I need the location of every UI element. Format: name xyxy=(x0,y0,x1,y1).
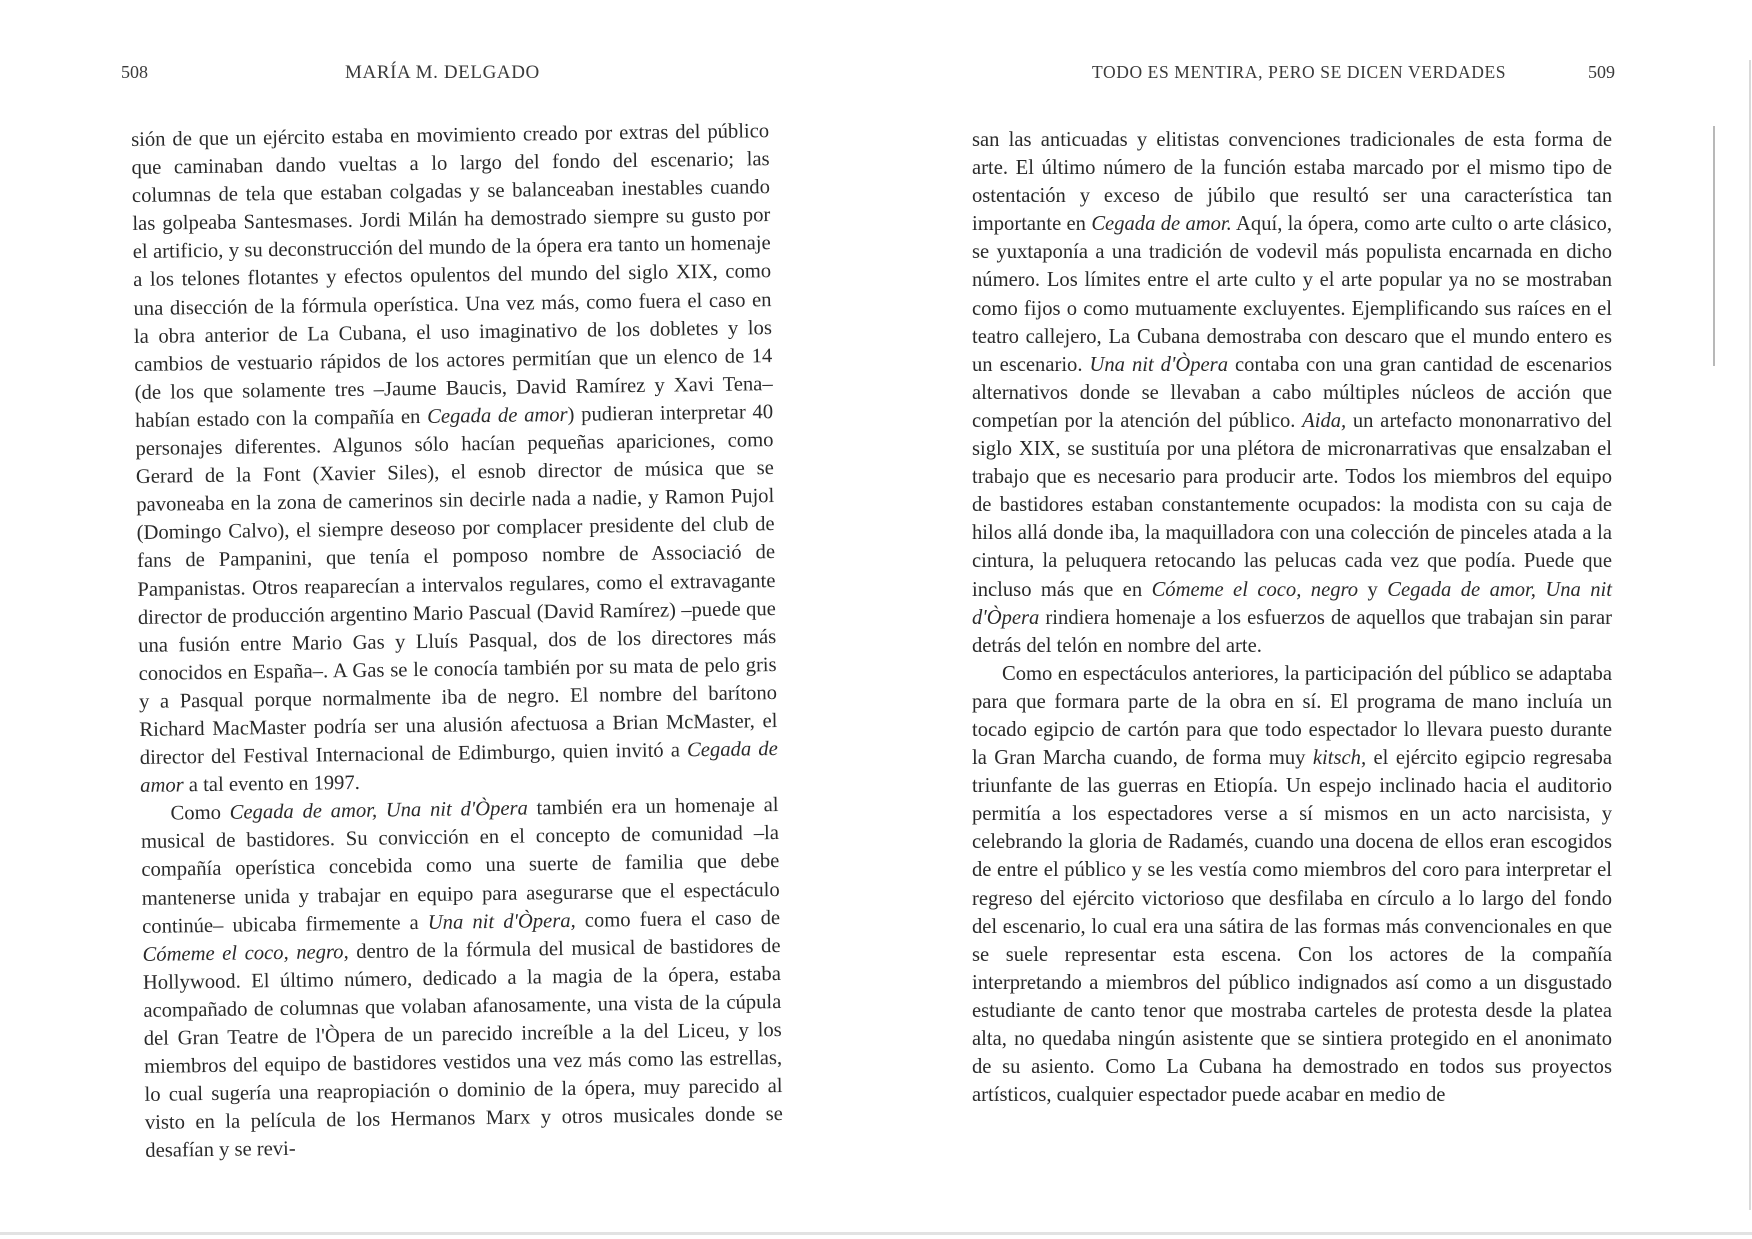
left-paragraph-2: Como Cegada de amor, Una nit d'Òpera también era un homenaje al musical de bastidores. Su convicción en el concepto de comunidad –la compañía operística concebida como una suerte de familia que debe mantenerse unida y trabajar en equipo para asegurarse que el espectáculo continúe– ubicaba firmemente a Una nit d'Òpera, como fuera el caso de Cómeme el coco, negro, dentro de la fórmula del musical de bastidores de Hollywood. El último número, dedicado a la magia de la ópera, estaba acompañado de columnas que volaban afanosamente, una vista de la cúpula del Gran Teatre de l'Òpera de un parecido increíble a la del Liceu, y los miembros del equipo de bastidores vestidos una vez más como las estrellas, lo cual sugería una reapropiación o dominio de la ópera, muy parecido al visto en la película de los Hermanos Marx y otros musicales donde se desafían y se revi- xyxy=(140,794,784,1163)
scan-edge-mark xyxy=(0,1232,1752,1235)
running-head-author: MARÍA M. DELGADO xyxy=(345,62,540,83)
right-paragraph-1: san las anticuadas y elitistas convenciones tradicionales de esta forma de arte. El último número de la función estaba marcado por el mismo tipo de ostentación y exceso de júbilo que resultó ser una característica tan importante en Cegada de amor. Aquí, la ópera, como arte culto o arte clásico, se yuxtaponía a una tradición de vodevil más populista encarnada en dicho número. Los límites entre el arte culto y el arte popular ya no se mostraban como fijos o como mutuamente excluyentes. Ejemplificando sus raíces en el teatro callejero, La Cubana demostraba con descaro que el mundo entero es un escenario. Una nit d'Òpera contaba con una gran cantidad de escenarios alternativos donde se llevaban a cabo múltiples núcleos de acción que competían por la atención del público. Aida, un artefacto mononarrativo del siglo XIX, se sustituía por una plétora de micronarrativas que ensalzaban el trabajo que es necesario para producir arte. Todos los miembros del equipo de bastidores estaban constantemente ocupados: la modista con su caja de hilos allá donde iba, la maquilladora con una colección de pinceles atada a la cintura, la peluquera retocando las pelucas cada vez que podía. Puede que incluso más que en Cómeme el coco, negro y Cegada de amor, Una nit d'Òpera rindiera homenaje a los esfuerzos de aquellos que trabajan sin parar detrás del telón en nombre del arte. xyxy=(972,129,1613,657)
left-page-body xyxy=(131,117,783,1165)
scan-edge-mark xyxy=(1749,60,1751,1210)
right-page-body xyxy=(972,126,1612,1109)
page-number-left: 508 xyxy=(121,62,148,82)
page-number-right: 509 xyxy=(1588,62,1615,82)
right-page xyxy=(876,0,1752,1239)
left-paragraph-1: sión de que un ejército estaba en movimiento creado por extras del público que caminaban dando vueltas a lo largo del fondo del escenario; las columnas de tela que estaban colgadas y se balanceaban inestables cuando las golpeaba Santesmases. Jordi Milán ha demostrado siempre su gusto por el artificio, y su deconstrucción del mundo de la ópera era tanto un homenaje a los telones flotantes y efectos opulentos del mundo del siglo XIX, como una disección de la fórmula operística. Una vez más, como fuera el caso en la obra anterior de La Cubana, el uso imaginativo de los dobletes y los cambios de vestuario rápidos de los actores permitían que un elenco de 14 (de los que solamente tres –Jaume Baucis, David Ramírez y Xavi Tena– habían estado con la compañía en Cegada de amor) pudieran interpretar 40 personajes diferentes. Algunos sólo hacían pequeñas apariciones, como Gerard de la Font (Xavier Siles), el esnob director de música que se pavoneaba en la zona de camerinos sin decirle nada a nadie, y Ramon Pujol (Domingo Calvo), el siempre deseoso por complacer presidente del club de fans de Pampanini, que tenía el pomposo nombre de Associació de Pampanistas. Otros reaparecían a intervalos regulares, como el extravagante director de producción argentino Mario Pascual (David Ramírez) –puede que una fusión entre Mario Gas y Lluís Pasqual, dos de los directores más conocidos en España–. A Gas se le conocía también por su mata de pelo gris y a Pasqual porque normalmente iba de negro. El nombre del barítono Richard MacMaster podría ser una alusión afectuosa a Brian McMaster, el director del Festival Internacional de Edimburgo, quien invitó a Cegada de amor a tal evento en 1997. xyxy=(131,120,778,798)
scan-edge-mark xyxy=(1713,126,1715,366)
running-head-title: TODO ES MENTIRA, PERO SE DICEN VERDADES xyxy=(1092,62,1507,82)
right-paragraph-2: Como en espectáculos anteriores, la participación del público se adaptaba para que formara parte de la obra en sí. El programa de mano incluía un tocado egipcio de cartón para que todo espectador lo llevara puesto durante la Gran Marcha cuando, de forma muy kitsch, el ejército egipcio regresaba triunfante de las guerras en Etiopía. Un espejo inclinado hacia el auditorio permitía a los espectadores verse a sí mismos en un acto narcisista, y celebrando la gloria de Radamés, cuando una docena de ellos eran escogidos de entre el público y se les vestía como miembros del coro para interpretar el regreso del ejército victorioso que desfilaba en círculo a lo largo del fondo del escenario, lo cual era una sátira de las formas más convencionales en que se suele representar esta escena. Con los actores de la compañía interpretando a miembros del público indignados así como a un disgustado estudiante de canto tenor que mostraba carteles de protesta desde la platea alta, no quedaba ningún asistente que se sintiera protegido en el anonimato de su asiento. Como La Cubana ha demostrado en todos sus proyectos artísticos, cualquier espectador puede acabar en medio de xyxy=(972,662,1612,1107)
